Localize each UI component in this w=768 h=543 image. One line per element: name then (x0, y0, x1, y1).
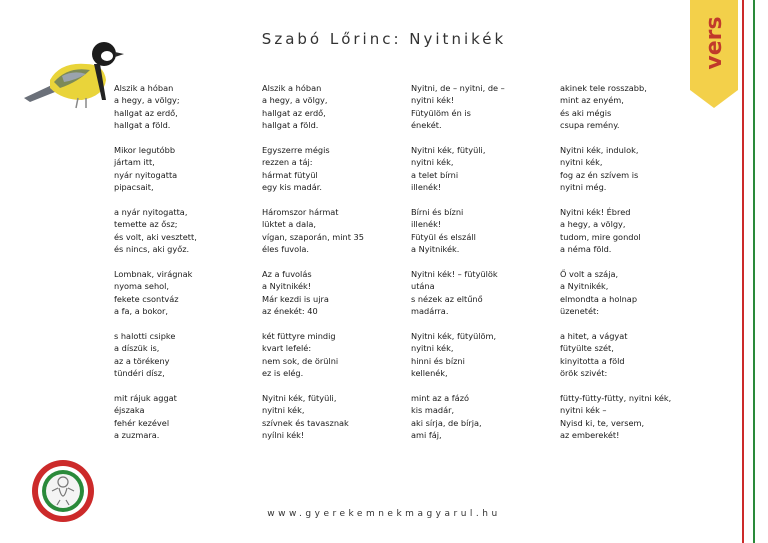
stanza (114, 144, 264, 194)
poem-line: hallgat az erdő, (114, 107, 178, 118)
stanza (560, 392, 710, 442)
stanza (114, 268, 264, 318)
poem-line: Fütyülöm én is (411, 107, 471, 118)
poem-line: a nyár nyitogatta, (114, 206, 188, 217)
stanza (262, 268, 412, 318)
poem-line: illenék! (411, 182, 442, 193)
poem-column-2 (262, 82, 412, 454)
stanza (411, 82, 561, 132)
poem-line: Lombnak, virágnak (114, 268, 193, 279)
poem-line: a Nyitnikék. (411, 244, 460, 255)
poem-line: s nézek az eltűnő (411, 293, 483, 304)
poem-line: két füttyre mindig (262, 330, 336, 341)
poem-line: nyár nyitogatta (114, 169, 178, 180)
poem-line: csupa remény. (560, 120, 620, 131)
poem-line: akinek tele rosszabb, (560, 83, 647, 93)
poem-line: nem sok, de örülni (262, 355, 339, 366)
poem-line: és aki mégis (560, 107, 612, 118)
poem-line: hinni és bízni (411, 355, 465, 366)
stanza (411, 268, 561, 318)
poem-line: énekét. (411, 120, 442, 131)
poem-line: nyitni kék – (560, 405, 607, 416)
poem-line: a díszük is, (114, 343, 160, 354)
category-tag-label: vers (701, 16, 727, 70)
poem-line: az emberekét! (560, 429, 620, 440)
poem-line: a Nyitnikék, (560, 281, 609, 292)
stanza (262, 392, 412, 442)
poem-line: a hegy, a völgy; (114, 95, 180, 106)
poem-line: nyoma sehol, (114, 281, 170, 292)
poem-line: mint az a fázó (411, 392, 469, 403)
poem-line: tudom, mire gondol (560, 231, 641, 242)
poem-line: vígan, szaporán, mint 35 (262, 231, 364, 242)
poem-line: Egyszerre mégis (262, 144, 330, 155)
poem-line: Mikor legutóbb (114, 144, 176, 155)
stanza (262, 330, 412, 380)
poem-line: Ő volt a szája, (560, 268, 619, 279)
poem-line: illenék! (411, 219, 442, 230)
poem-line: temette az ősz; (114, 219, 178, 230)
poem-line: mit rájuk aggat (114, 392, 177, 403)
poem-line: éjszaka (114, 405, 145, 416)
stanza (114, 330, 264, 380)
poem-line: kinyitotta a föld (560, 355, 625, 366)
poem-line: a telet bírni (411, 169, 459, 180)
poem-line: mint az enyém, (560, 95, 624, 106)
stanza (411, 392, 561, 442)
poem-line: fog az én szívem is (560, 169, 639, 180)
poem-line: madárra. (411, 306, 449, 317)
stanza (262, 206, 412, 256)
poem-line: fehér kezével (114, 417, 170, 428)
poem-line: Nyitni, de – nyitni, de – (411, 83, 505, 93)
poem-line: a Nyitnikék! (262, 281, 312, 292)
stanza (560, 268, 710, 318)
poem-column-3 (411, 82, 561, 454)
stanza (262, 144, 412, 194)
poem-line: Bírni és bízni (411, 206, 464, 217)
poem-line: az a törékeny (114, 355, 170, 366)
poem-line: Nyitni kék, fütyülöm, (411, 330, 497, 341)
poem-line: Háromszor hármat (262, 206, 339, 217)
poem-line: Az a fuvolás (262, 268, 312, 279)
stanza (114, 82, 264, 132)
poem-title: Szabó Lőrinc: Nyitnikék (261, 30, 507, 48)
poem-line: Alszik a hóban (262, 83, 322, 93)
poem-line: éles fuvola. (262, 244, 310, 255)
poem-line: hallgat az erdő, (262, 107, 326, 118)
poem-line: tündéri dísz, (114, 367, 165, 378)
poem-line: fütyülte szét, (560, 343, 614, 354)
poem-line: a hitet, a vágyat (560, 330, 628, 341)
poem-line: az énekét: 40 (262, 306, 318, 317)
poem-column-4 (560, 82, 710, 454)
poem-line: a zuzmara. (114, 429, 160, 440)
poem-line: aki sírja, de bírja, (411, 417, 482, 428)
stanza (560, 330, 710, 380)
stanza (114, 392, 264, 442)
poem-line: nyílni kék! (262, 429, 305, 440)
poem-line: Nyitni kék! – fütyülök (411, 268, 498, 279)
stanza (114, 206, 264, 256)
flag-stripes (742, 0, 758, 543)
website-url: www.gyerekemnekmagyarul.hu (267, 509, 501, 519)
poem-line: nyitni kék! (411, 95, 455, 106)
poem-line: a néma föld. (560, 244, 612, 255)
poem-line: ami fáj, (411, 429, 442, 440)
poem-line: üzenetét: (560, 306, 599, 317)
poem-line: rezzen a táj: (262, 157, 313, 168)
stanza (411, 330, 561, 380)
poem-line: és nincs, aki győz. (114, 244, 190, 255)
poem-line: Nyitni kék! Ébred (560, 206, 631, 217)
poem-line: a hegy, a völgy, (560, 219, 626, 230)
poem-line: nyitni még. (560, 182, 607, 193)
poem-line: a hegy, a völgy, (262, 95, 328, 106)
poem-line: örök szivét: (560, 367, 608, 378)
poem-line: pipacsait, (114, 182, 154, 193)
poem-line: hármat fütyül (262, 169, 318, 180)
poem-line: Nyitni kék, indulok, (560, 144, 639, 155)
poem-line: szívnek és tavasznak (262, 417, 349, 428)
poem-line: fekete csontváz (114, 293, 179, 304)
stanza (262, 82, 412, 132)
poem-line: egy kis madár. (262, 182, 322, 193)
poem-line: kvart lefelé: (262, 343, 312, 354)
poem-line: nyitni kék, (411, 343, 454, 354)
poem-line: ez is elég. (262, 367, 304, 378)
poem-line: a fa, a bokor, (114, 306, 168, 317)
poem-line: fütty-fütty-fütty, nyitni kék, (560, 392, 672, 403)
poem-line: kis madár, (411, 405, 455, 416)
poem-line: Nyitni kék, fütyüli, (262, 392, 337, 403)
stanza (560, 144, 710, 194)
poem-line: lüktet a dala, (262, 219, 316, 230)
poem-line: hallgat a föld. (262, 120, 319, 131)
poem-line: és volt, aki vesztett, (114, 231, 197, 242)
poem-line: nyitni kék, (560, 157, 603, 168)
stanza (560, 206, 710, 256)
poem-line: s halotti csipke (114, 330, 176, 341)
poem-line: Alszik a hóban (114, 83, 174, 93)
stanza (411, 144, 561, 194)
poem-line: Nyitni kék, fütyüli, (411, 144, 486, 155)
poem-line: Fütyül és elszáll (411, 231, 476, 242)
poem-line: kellenék, (411, 367, 448, 378)
poem-line: Már kezdi is ujra (262, 293, 329, 304)
poem-line: Nyisd ki, te, versem, (560, 417, 645, 428)
stanza (411, 206, 561, 256)
poem-line: nyitni kék, (262, 405, 305, 416)
poem-column-1 (114, 82, 264, 454)
poem-line: jártam itt, (114, 157, 155, 168)
stanza (560, 82, 710, 132)
poem-line: hallgat a föld. (114, 120, 171, 131)
poem-line: nyitni kék, (411, 157, 454, 168)
poem-line: utána (411, 281, 435, 292)
poem-line: elmondta a holnap (560, 293, 638, 304)
